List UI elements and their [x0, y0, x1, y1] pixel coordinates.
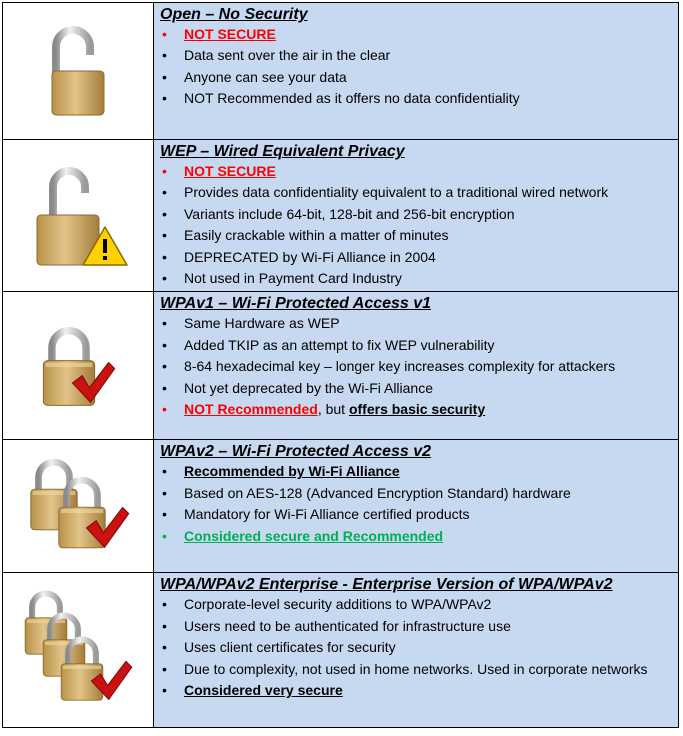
- not-secure-label: NOT SECURE: [184, 163, 276, 179]
- list-item: • Anyone can see your data: [160, 67, 672, 88]
- text-cell: [154, 573, 679, 728]
- table-row-wpav1: [3, 292, 679, 440]
- list-item: • Data sent over the air in the clear: [160, 45, 672, 66]
- list-item: [160, 461, 672, 482]
- list-item: • Not yet deprecated by the Wi-Fi Alliance: [160, 378, 672, 399]
- list-item: • Due to complexity, not used in home networks. Used in corporate networks: [160, 659, 672, 680]
- very-secure-label: Considered very secure: [184, 682, 343, 699]
- table-row-enterprise: [3, 573, 679, 728]
- three-padlocks-check-icon: [18, 585, 138, 715]
- row-title: WPA/WPAv2 Enterprise - Enterprise Version of WPA/WPAv2: [160, 576, 613, 594]
- list-item: • Provides data confidentiality equivalent to a traditional wired network: [160, 182, 672, 203]
- two-padlocks-check-icon: [23, 451, 133, 561]
- icon-cell: [3, 140, 154, 292]
- basic-security-label: offers basic security: [348, 401, 486, 418]
- list-item: [160, 680, 672, 701]
- list-item: • Mandatory for Wi-Fi Alliance certified products: [160, 504, 672, 525]
- list-item: • Not used in Payment Card Industry: [160, 268, 672, 289]
- bullet-list: [160, 313, 672, 420]
- table-row-wep: [3, 140, 679, 292]
- list-item: • Same Hardware as WEP: [160, 313, 672, 334]
- table-row-open: [3, 3, 679, 140]
- row-title: WPAv1 – Wi-Fi Protected Access v1: [160, 295, 432, 313]
- bullet-list: [160, 24, 672, 110]
- row-title: WEP – Wired Equivalent Privacy: [160, 143, 405, 160]
- list-item: • Uses client certificates for security: [160, 637, 672, 658]
- bullet-list: [160, 161, 672, 289]
- list-item: • NOT Recommended as it offers no data confidentiality: [160, 88, 672, 109]
- row-title: WPAv2 – Wi-Fi Protected Access v2: [160, 443, 432, 461]
- open-padlock-icon: [38, 21, 118, 121]
- bullet-list: [160, 461, 672, 547]
- not-recommended-label: NOT Recommended: [184, 401, 318, 418]
- icon-cell: [3, 3, 154, 140]
- recommended-label: Recommended by Wi-Fi Alliance: [184, 463, 400, 480]
- connector-text: , but: [317, 401, 349, 418]
- considered-secure-label: Considered secure and Recommended: [184, 527, 444, 544]
- table-row-wpav2: [3, 440, 679, 573]
- icon-cell: [3, 573, 154, 728]
- list-item: • Based on AES-128 (Advanced Encryption Standard) hardware: [160, 483, 672, 504]
- open-padlock-warning-icon: [23, 161, 133, 271]
- list-item: [160, 526, 672, 547]
- bullet-list: [160, 594, 672, 701]
- list-item: [160, 24, 672, 45]
- icon-cell: [3, 440, 154, 573]
- list-item: [160, 161, 672, 182]
- list-item: • Users need to be authenticated for infrastructure use: [160, 616, 672, 637]
- not-secure-label: NOT SECURE: [184, 26, 276, 42]
- icon-cell: [3, 292, 154, 440]
- text-cell: [154, 140, 679, 292]
- list-item: [160, 399, 672, 420]
- text-cell: [154, 292, 679, 440]
- list-item: • Easily crackable within a matter of minutes: [160, 225, 672, 246]
- list-item: • Variants include 64-bit, 128-bit and 256-bit encryption: [160, 204, 672, 225]
- locked-padlock-check-icon: [33, 316, 123, 416]
- text-cell: [154, 440, 679, 573]
- list-item: • Added TKIP as an attempt to fix WEP vulnerability: [160, 335, 672, 356]
- security-comparison-table: [2, 2, 679, 728]
- list-item: • 8-64 hexadecimal key – longer key increases complexity for attackers: [160, 356, 672, 377]
- list-item: • DEPRECATED by Wi-Fi Alliance in 2004: [160, 247, 672, 268]
- list-item: • Corporate-level security additions to WPA/WPAv2: [160, 594, 672, 615]
- text-cell: [154, 3, 679, 140]
- row-title: Open – No Security: [160, 6, 308, 23]
